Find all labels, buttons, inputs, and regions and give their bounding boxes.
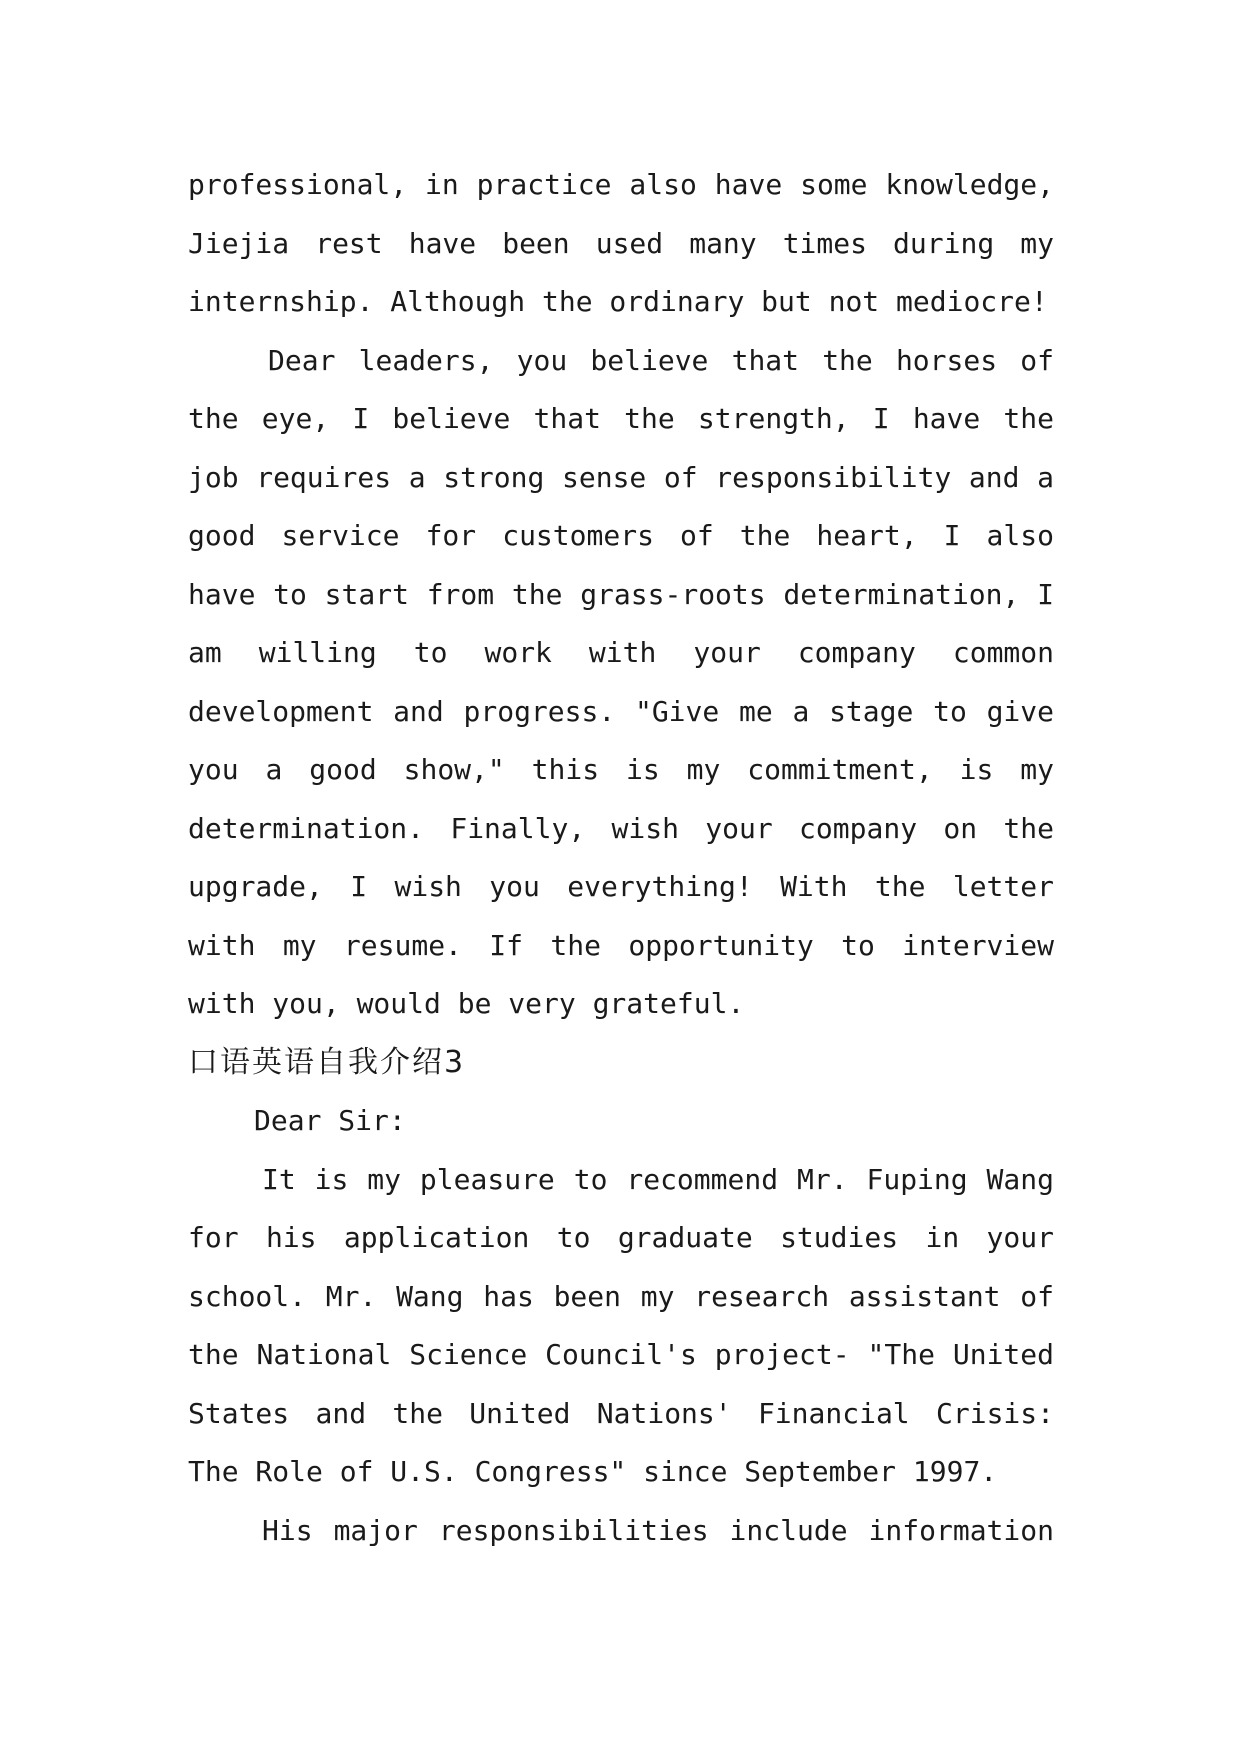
text-line: with you, would be very grateful. xyxy=(188,987,745,1020)
text-line: the National Science Council's project- "The United xyxy=(188,1338,1054,1371)
text-line: job requires a strong sense of responsibility and a xyxy=(188,460,1054,494)
text-line: Dear Sir: xyxy=(254,1104,406,1137)
text-line: It is my pleasure to recommend Mr. Fuping Wang xyxy=(262,1162,1054,1196)
text-line: His major responsibilities include information xyxy=(262,1513,1054,1547)
text-line: internship. Although the ordinary but not mediocre! xyxy=(188,285,1048,318)
text-line: The Role of U.S. Congress" since September 1997. xyxy=(188,1455,998,1488)
text-line: upgrade, I wish you everything! With the letter xyxy=(188,870,1054,903)
text-line: you a good show," this is my commitment, is my xyxy=(188,753,1054,786)
text-line: professional, in practice also have some knowledge, xyxy=(188,168,1054,201)
text-line: have to start from the grass-roots determination, I xyxy=(188,577,1054,611)
text-line: the eye, I believe that the strength, I have the xyxy=(188,402,1054,435)
document-page xyxy=(188,156,1054,1560)
text-line: for his application to graduate studies in your xyxy=(188,1221,1054,1254)
text-line: determination. Finally, wish your company on the xyxy=(188,811,1054,845)
text-line: school. Mr. Wang has been my research assistant of xyxy=(188,1279,1054,1313)
text-line: development and progress. "Give me a stage to give xyxy=(188,694,1054,728)
text-line: Jiejia rest have been used many times during my xyxy=(188,226,1054,260)
text-line: good service for customers of the heart, I also xyxy=(188,519,1054,552)
text-line: am willing to work with your company common xyxy=(188,636,1054,669)
text-line: Dear leaders, you believe that the horses of xyxy=(268,343,1054,377)
text-line: with my resume. If the opportunity to interview xyxy=(188,928,1054,962)
text-line: States and the United Nations' Financial Crisis: xyxy=(188,1396,1054,1430)
section-heading: 口语英语自我介绍3 xyxy=(188,1044,466,1080)
